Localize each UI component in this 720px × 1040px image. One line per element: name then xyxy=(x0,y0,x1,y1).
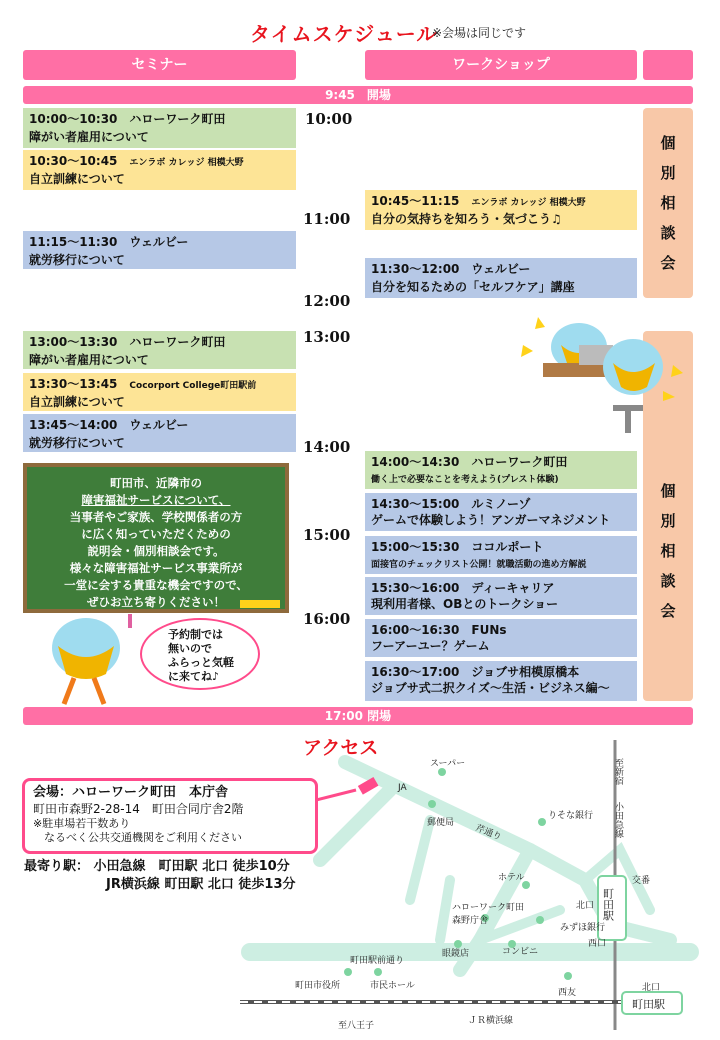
map-label-konbini: コンビニ xyxy=(502,947,539,957)
map-label-shiminhall: 市民ホール xyxy=(370,981,415,991)
page-title: タイムスケジュール xyxy=(250,22,438,46)
map-label-machida-station: 町田駅 xyxy=(601,888,615,921)
chalk-eraser xyxy=(240,600,280,608)
map-label-cityhall: 町田市役所 xyxy=(295,981,341,991)
time-label: 12:00 xyxy=(303,292,351,310)
workshop-header: ワークショップ xyxy=(365,50,637,80)
map-label-to-hachioji: 至八王子 xyxy=(338,1021,375,1031)
chalkboard-notice: 町田市、近隣市の 障害福祉サービスについて、 当事者やご家族、学校関係者の方 に広く知っていただくための 説明会・個別相談会です。 様々な障害福祉サービス事業所が 一堂に会する貴重な機会ですので、 ぜひお立ち寄りください！ xyxy=(23,463,289,613)
map-label-odakyu: 小田急線 xyxy=(613,802,623,838)
access-title: アクセス xyxy=(303,737,379,759)
workshop-item: 10:45～11:15 エンラボ カレッジ 相模大野 自分の気持ちを知ろう・気づこう♫ xyxy=(365,190,637,230)
time-label: 16:00 xyxy=(303,610,351,628)
workshop-item: 15:00～15:30 ココルポート 面接官のチェックリスト公開！就職活動の進め方解説 xyxy=(365,536,637,574)
workshop-item: 14:00～14:30 ハローワーク町田 働く上で必要なことを考えよう(プレスト体験) xyxy=(365,451,637,489)
map-label-koban: 交番 xyxy=(632,876,651,886)
map-label-nishiguchi: 西口 xyxy=(588,939,607,949)
seminar-item: 10:30～10:45 エンラボ カレッジ 相模大野 自立訓練について xyxy=(23,150,296,190)
consult-block-afternoon: 個 別 相 談 会 xyxy=(643,331,693,701)
map-label-megane: 眼鏡店 xyxy=(442,949,470,959)
venue-note: ※会場は同じです xyxy=(432,26,527,40)
map-label-machida-station: 町田駅 xyxy=(632,998,665,1011)
map-label-ja: JA xyxy=(398,783,407,793)
consult-block-morning: 個 別 相 談 会 xyxy=(643,108,693,298)
workshop-item: 16:00～16:30 FUNs フーアーユー？ゲーム xyxy=(365,619,637,657)
workshop-item: 15:30～16:00 ディーキャリア 現利用者様、OBとのトークショー xyxy=(365,577,637,615)
seminar-item: 13:00～13:30 ハローワーク町田 障がい者雇用について xyxy=(23,331,296,369)
workshop-item: 11:30～12:00 ウェルビー 自分を知るための「セルフケア」講座 xyxy=(365,258,637,298)
close-band: 17:00 閉場 xyxy=(23,707,693,725)
map-label-jr-yokohama: ＪＲ横浜線 xyxy=(468,1016,514,1026)
birds-laptop-illustration xyxy=(513,305,693,445)
map-label-ekimae: 町田駅前通り xyxy=(350,956,405,966)
speech-bubble: 予約制では 無いので ふらっと気軽 に来てね♪ xyxy=(140,618,260,690)
venue-address: 町田市森野2-28-14 町田合同庁舎2階 xyxy=(33,802,244,816)
workshop-item: 14:30～15:00 ルミノーゾ ゲームで体験しよう！アンガーマネジメント xyxy=(365,493,637,531)
map-label-kitaguchi: 北口 xyxy=(576,901,595,911)
seminar-item: 13:30～13:45 Cocorport College町田駅前 自立訓練について xyxy=(23,373,296,411)
map-label-morino: 森野庁舎 xyxy=(452,916,489,926)
map-label-street: 芹通り xyxy=(473,823,503,843)
map-label-resona: りそな銀行 xyxy=(548,811,594,821)
parking-note: ※駐車場若干数あり xyxy=(33,817,131,830)
venue-info-box xyxy=(22,778,318,854)
time-label: 11:00 xyxy=(303,210,351,228)
transit-note: なるべく公共交通機関をご利用ください xyxy=(33,831,242,844)
seminar-header: セミナー xyxy=(23,50,296,80)
map-label-hotel: ホテル xyxy=(498,873,525,883)
time-label: 10:00 xyxy=(305,110,353,128)
map-label-to-shinjuku: 至新宿 xyxy=(613,758,623,785)
map-label-kitaguchi: 北口 xyxy=(642,983,661,993)
bird-mascot-illustration xyxy=(24,608,144,708)
seminar-item: 10:00～10:30 ハローワーク町田 障がい者雇用について xyxy=(23,108,296,148)
map-label-post: 郵便局 xyxy=(427,818,455,828)
seminar-item: 13:45～14:00 ウェルビー 就労移行について xyxy=(23,414,296,452)
time-label: 14:00 xyxy=(303,438,351,456)
nearest-station: 最寄り駅： 小田急線 町田駅 北口 徒歩10分 JR横浜線 町田駅 北口 徒歩13分 xyxy=(24,859,296,892)
time-label: 13:00 xyxy=(303,328,351,346)
venue-name: 会場：ハローワーク町田 本庁舎 xyxy=(33,785,229,800)
map-label-mizuho: みずほ銀行 xyxy=(560,923,606,933)
venue-pointer-arrow xyxy=(316,788,376,828)
workshop-item: 16:30～17:00 ジョブサ相模原橋本 ジョブサ式二択クイズ～生活・ビジネス編～ xyxy=(365,661,637,701)
seminar-item: 11:15～11:30 ウェルビー 就労移行について xyxy=(23,231,296,269)
map-label-seibu: 西友 xyxy=(558,988,577,998)
map-label-super: スーパー xyxy=(430,759,466,769)
map-label-hellowork: ハローワーク町田 xyxy=(452,903,525,913)
consult-header xyxy=(643,50,693,80)
time-label: 15:00 xyxy=(303,526,351,544)
open-band: 9:45 開場 xyxy=(23,86,693,104)
